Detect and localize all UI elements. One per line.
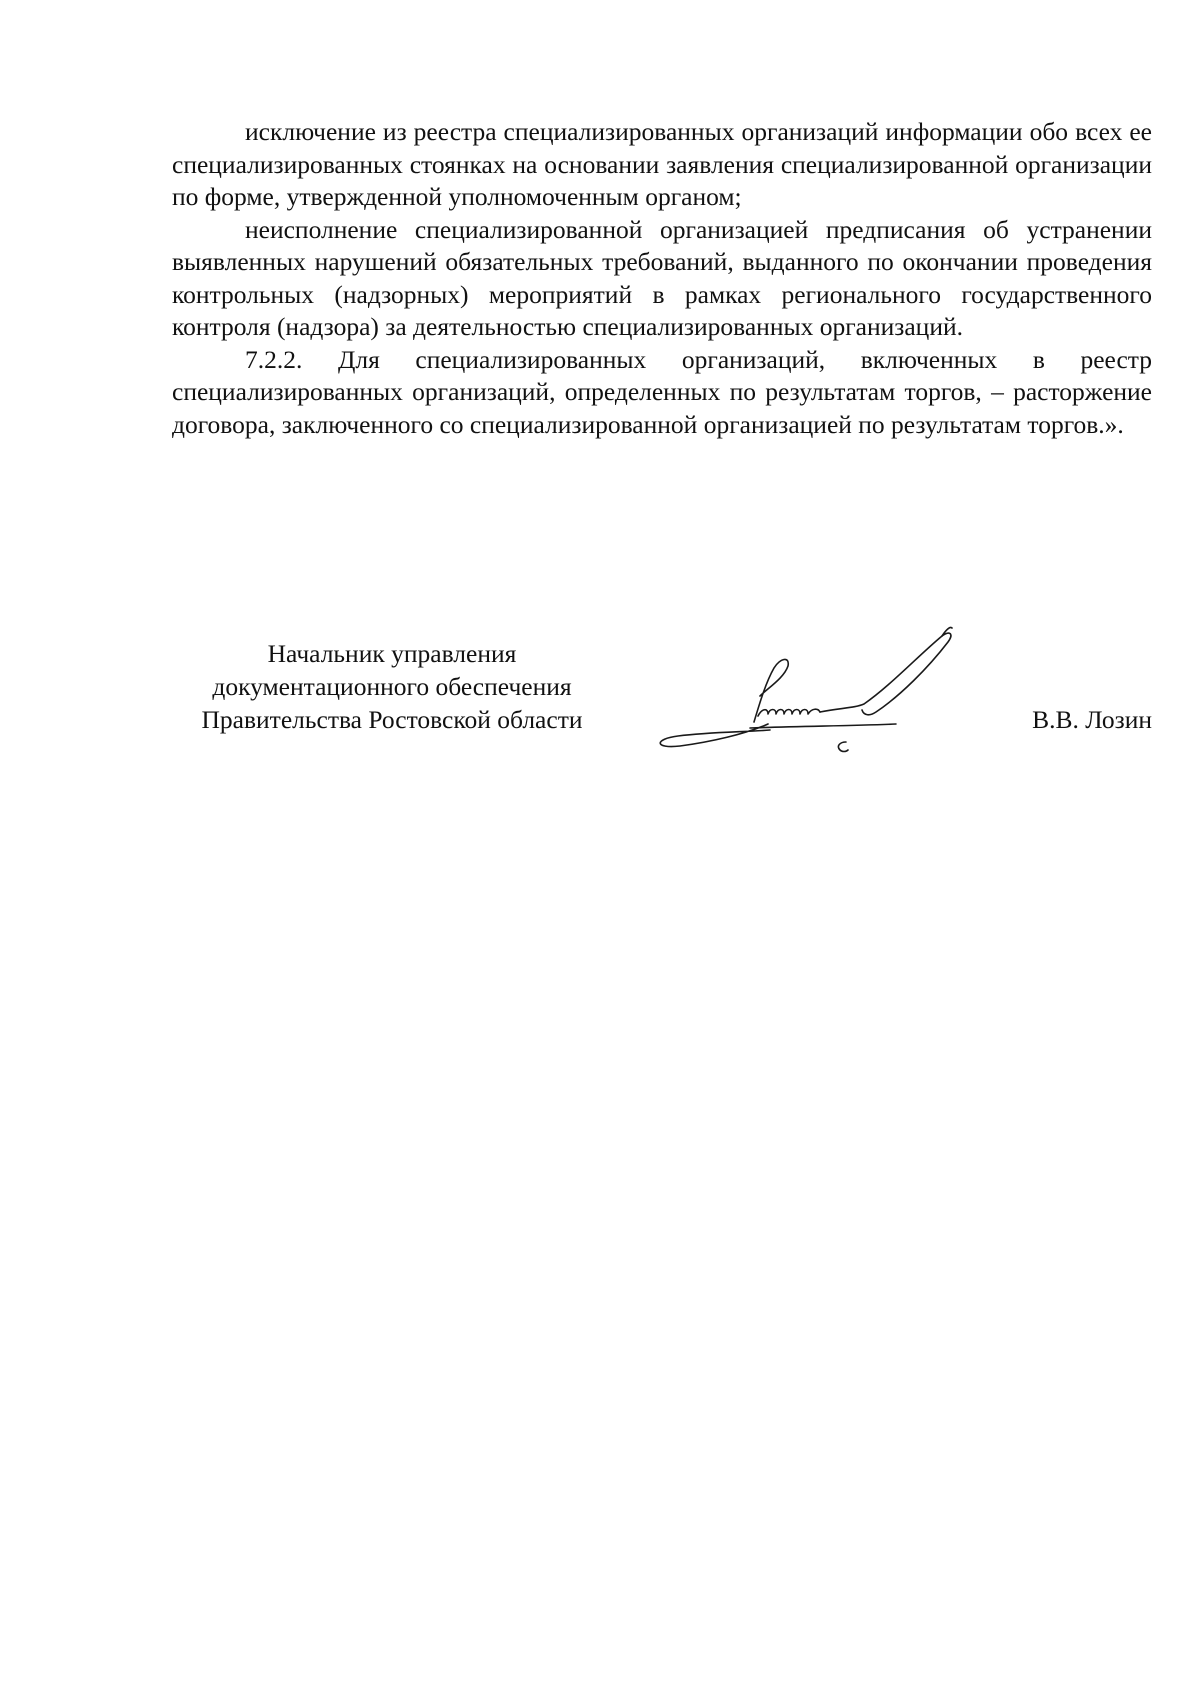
- signer-position-line-2: документационного обеспечения: [212, 672, 572, 701]
- signer-name: В.В. Лозин: [1032, 705, 1152, 734]
- signature-block: [172, 637, 1152, 757]
- paragraph-non-compliance: неисполнение специализированной организацией предписания об устранении выявленных нарушений обязательных требований, выданного по окончании проведения контрольных (надзорных) мероприятий в рамках регионального государственного контроля (надзора) за деятельностью специализированных организаций.: [172, 214, 1152, 341]
- signer-position-line-1: Начальник управления: [267, 639, 517, 668]
- document-body: [172, 116, 1152, 441]
- handwritten-signature: [650, 612, 970, 762]
- paragraph-registry-exclusion: исключение из реестра специализированных организаций информации обо всех ее специализированных стоянках на основании заявления специализированной организации по форме, утвержденной уполномоченным органом;: [172, 117, 1152, 211]
- signer-position: [172, 637, 612, 736]
- signer-position-line-3: Правительства Ростовской области: [201, 705, 583, 734]
- paragraph-7-2-2: 7.2.2. Для специализированных организаций, включенных в реестр специализированных организаций, определенных по результатам торгов, – расторжение договора, заключенного со специализированной организацией по результатам торгов.».: [172, 344, 1152, 439]
